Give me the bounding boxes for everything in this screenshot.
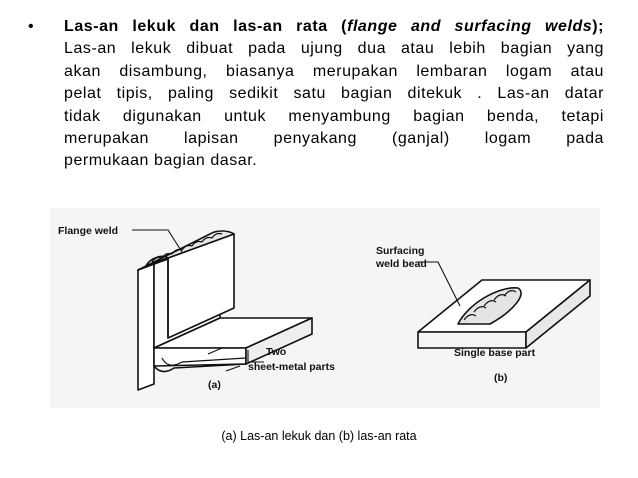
body-line: merupakan lapisan penyakang (ganjal) logam pada <box>64 130 604 148</box>
body-line: akan disambung, biasanya merupakan lembaran logam atau <box>64 62 604 80</box>
heading-line <box>64 16 604 38</box>
label-single-base: Single base part <box>454 347 536 359</box>
heading-tail: ); <box>592 18 604 35</box>
label-sheet-metal: sheet-metal parts <box>248 361 335 373</box>
body-line: pelat tipis, paling sedikit satu bagian ditekuk . Las-an datar <box>64 85 604 103</box>
heading-text: Las-an lekuk dan las-an rata ( <box>64 18 348 35</box>
label-b: (b) <box>494 372 508 384</box>
figure-caption: (a) Las-an lekuk dan (b) las-an rata <box>221 429 417 443</box>
surfacing-weld-drawing <box>418 280 590 348</box>
weld-diagram <box>50 208 600 408</box>
body-line: Las-an lekuk dibuat pada ujung dua atau lebih bagian yang <box>64 40 604 58</box>
weld-figure <box>50 208 600 408</box>
body-line: tidak digunakan untuk menyambung bagian benda, tetapi <box>64 107 604 125</box>
bullet-paragraph <box>64 16 604 173</box>
label-flange-weld: Flange weld <box>58 225 119 237</box>
label-a: (a) <box>208 379 221 391</box>
heading-italic-text: flange and surfacing welds <box>347 18 593 35</box>
label-surfacing: Surfacing <box>376 245 425 257</box>
body-line: permukaan bagian dasar. <box>64 152 258 170</box>
bullet-symbol: • <box>28 18 34 35</box>
label-weld-bead: weld bead <box>376 258 427 270</box>
label-two: Two <box>266 346 287 358</box>
